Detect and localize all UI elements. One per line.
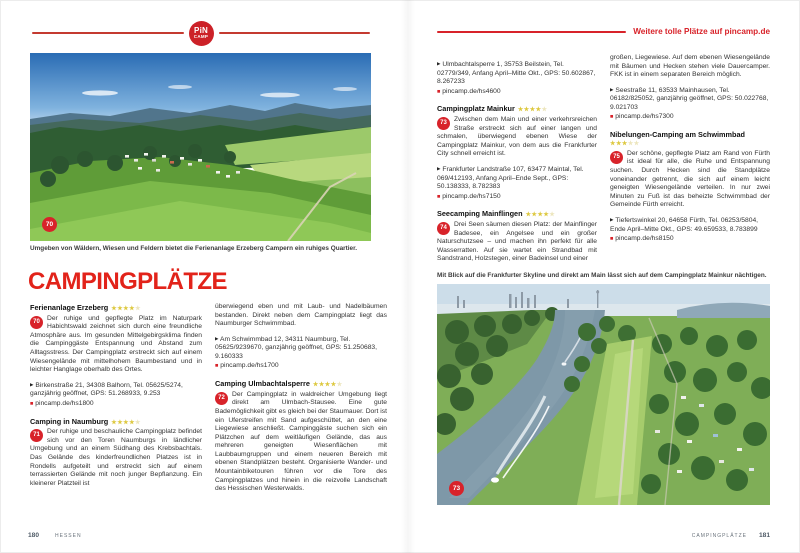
square-bullet-icon: ■ <box>610 114 614 121</box>
stars-full: ★★★★ <box>525 211 550 219</box>
stars-full: ★★★ <box>610 140 628 148</box>
stars-empty: ★ <box>541 106 548 114</box>
address-line: ▶ Seestraße 11, 63533 Mainhausen, Tel. 06182/825052, ganzjährig geöffnet, GPS: 50.022768, 9.021703 <box>610 86 769 111</box>
arrow-marker-icon: ▶ <box>437 165 441 171</box>
campsite-entry-title <box>610 130 770 148</box>
entry-number-badge: 70 <box>30 316 43 329</box>
arrow-marker-icon: ▶ <box>610 86 614 92</box>
entry-number-badge: 75 <box>610 151 623 164</box>
left-running-head: HESSEN <box>55 533 82 539</box>
stars-empty: ★★ <box>627 140 640 148</box>
header-rule-left <box>32 32 184 34</box>
left-column-2 <box>215 303 387 494</box>
entry-number-badge: 74 <box>437 222 450 235</box>
campsite-name: Camping Ulmbachtalsperre <box>215 379 310 389</box>
entry-description: 72 Der Campingplatz in waldreicher Umgebung liegt direkt am Ulmbach-Stausee. Eine gute Bademöglichkeit gibt es gleich bei der Staumauer. Dort ist ein Uferstreifen mit Sand aufgeschüttet, an den eine Liegewiese anschließt. Campinggäste suchen sich ein Plätzchen auf dem weitläufigen Gelände, das aus mehreren geneigten Wiesenflächen mit Laubbaumgruppen und einem neueren Bereich mit ebenen Standplätzen besteht. Organisierte Wander- und Mountainbiketouren führen vor die Tore des Campingplatzes und hinein in die reizvolle Landschaft des Hessischen Westerwalds. <box>215 390 387 493</box>
right-running-head: CAMPINGPLÄTZE <box>691 533 747 539</box>
campsite-aerial-photo <box>30 53 371 241</box>
left-text-columns <box>30 303 387 494</box>
arrow-marker-icon: ▶ <box>610 216 614 222</box>
right-page-header <box>437 27 770 36</box>
right-text-columns <box>437 54 770 264</box>
entry-number-badge: 73 <box>437 117 450 130</box>
website-link[interactable]: ■ pincamp.de/hs7150 <box>437 192 501 200</box>
star-rating <box>526 211 556 218</box>
entry-description: 74 Drei Seen säumen diesen Platz: der Mainflinger Badesee, ein Angelsee und ein großer Naturschutzsee – und machen ihn perfekt für alle Wasserratten. Auf sie wartet ein Strandbad mit Sandstrand, Holzstegen, einer Badeinsel und einer <box>437 221 597 263</box>
left-photo-caption: Umgeben von Wäldern, Wiesen und Feldern bietet die Ferienanlage Erzeberg Campern ein ruhiges Quartier. <box>30 245 358 252</box>
logo-text-top: PiN <box>194 25 208 35</box>
campsite-name: Ferienanlage Erzeberg <box>30 303 109 312</box>
arrow-marker-icon: ▶ <box>437 61 441 66</box>
stars-full: ★★★★ <box>111 418 136 426</box>
photo-number-badge: 73 <box>449 481 464 496</box>
right-page-footer <box>692 532 770 539</box>
left-page-footer <box>28 532 82 539</box>
campsite-name: Campingplatz Mainkur <box>437 104 515 114</box>
address-line: ▶ Frankfurter Landstraße 107, 63477 Maintal, Tel. 069/412193, Anfang April–Ende Sept., GPS: 50.138333, 8.782383 <box>437 165 584 191</box>
website-link[interactable]: ■ pincamp.de/hs1700 <box>215 362 279 370</box>
campsite-entry-title <box>437 209 597 219</box>
entry-description: großen, Liegewiese. Auf dem ebenen Wiesengelände mit Bäumen und Hecken stehen viele Dauercamper. FKK ist in einem separaten Bereich möglich. <box>610 54 770 79</box>
website-link[interactable]: ■ pincamp.de/hs8150 <box>610 235 674 243</box>
page-gutter <box>401 0 415 553</box>
stars-full: ★★★★ <box>312 381 337 389</box>
pincamp-logo-icon <box>189 21 214 46</box>
left-page-header <box>32 21 370 45</box>
address-line: ▶ Birkenstraße 21, 34308 Balhorn, Tel. 05625/5274, ganzjährig geöffnet, GPS: 51.268933, 9.253 <box>30 381 183 398</box>
right-column-2 <box>610 54 770 264</box>
stars-empty: ★ <box>135 305 142 312</box>
entry-description: 71 Der ruhige und beschauliche Campingplatz befindet sich vor den Toren Naumburgs in ländlicher Umgebung und an einem Südhang des Krebsbachtals. Das Gelände des kinderfreundlichen Platzes ist in Rondells aufgeteilt und erstreckt sich auf einem terrassierten Gelände mit noch junger Bepflanzung. Ein kleinerer Platzteil ist <box>30 428 202 487</box>
square-bullet-icon: ■ <box>437 88 441 95</box>
campsite-entry-title <box>30 303 202 313</box>
star-rating <box>111 419 141 426</box>
entry-description: 70 Der ruhige und gepflegte Platz im Naturpark Habichtswald zeichnet sich durch eine freundliche Atmosphäre aus. Im gesunden Mittelgebirgsklima finden die Campinggäste Entspannung und Abstand zum Alltagsstress. Der Campingplatz erstreckt sich auf einem Wiesengelände mit mittelhohem Baumbestand und in leichter Hanglage oberhalb des Ortes. <box>30 314 202 374</box>
header-rule-right <box>219 32 371 34</box>
right-header-label: Weitere tolle Plätze auf pincamp.de <box>633 27 770 36</box>
square-bullet-icon: ■ <box>610 236 614 243</box>
photo-number-badge: 70 <box>42 217 57 232</box>
campsite-entry-title <box>215 379 387 389</box>
website-link[interactable]: ■ pincamp.de/hs4600 <box>437 87 501 95</box>
star-rating <box>111 305 141 312</box>
square-bullet-icon: ■ <box>30 400 34 407</box>
address-line: ▶ Am Schwimmbad 12, 34311 Naumburg, Tel. 05625/9239670, ganzjährig geöffnet, GPS: 51.250683, 9.160333 <box>215 335 377 360</box>
square-bullet-icon: ■ <box>437 193 441 200</box>
right-photo-caption: Mit Blick auf die Frankfurter Skyline und direkt am Main lässt sich auf dem Campingplatz Mainkur nächtigen. <box>437 272 767 279</box>
campsite-name: Seecamping Mainflingen <box>437 209 523 219</box>
stars-full: ★★★★ <box>517 106 542 114</box>
campsite-entry-title <box>437 104 597 114</box>
left-column-1 <box>30 303 202 494</box>
campsite-photo-illustration <box>30 53 371 241</box>
stars-empty: ★ <box>135 418 141 426</box>
arrow-marker-icon: ▶ <box>215 335 219 341</box>
star-rating <box>518 106 548 113</box>
entry-number-badge: 72 <box>215 392 228 405</box>
stars-empty: ★ <box>336 381 343 389</box>
entry-description: 75 Der schöne, gepflegte Platz am Rand von Fürth ist ideal für alle, die Ruhe und Entspannung suchen. Durch Hecken sind die Standplätze voneinander getrennt, die sich auf einem leicht geneigten Wiesengelände verteilen. In nur zwei Minuten zu Fuß ist das beheizte Schwimmbad der Gemeinde Fürth erreicht. <box>610 149 770 209</box>
left-page-number: 180 <box>28 532 40 539</box>
right-header-rule <box>437 31 626 33</box>
logo-text-bottom: CAMP <box>193 33 209 39</box>
square-bullet-icon: ■ <box>215 363 219 370</box>
river-photo-illustration <box>437 284 770 505</box>
campsite-name: Nibelungen-Camping am Schwimmbad <box>610 130 746 140</box>
stars-full: ★★★★ <box>111 305 136 312</box>
arrow-marker-icon: ▶ <box>30 381 34 387</box>
right-page-number: 181 <box>758 532 770 539</box>
address-line: ▶ Ulmbachtalsperre 1, 35753 Beilstein, Tel. 02779/349, Anfang April–Mitte Okt., GPS: 50.602867, 8.267233 <box>437 61 596 86</box>
campsite-name: Camping in Naumburg <box>30 416 109 426</box>
right-column-1 <box>437 54 597 264</box>
campsite-entry-title <box>30 417 202 427</box>
star-rating <box>610 140 770 148</box>
entry-number-badge: 71 <box>30 429 43 442</box>
page-title: CAMPINGPLÄTZE <box>28 268 227 295</box>
address-line: ▶ Tiefertswinkel 20, 64658 Fürth, Tel. 06253/5804, Ende April–Mitte Okt., GPS: 49.659533, 8.783899 <box>610 216 759 233</box>
entry-description: 73 Zwischen dem Main und einer verkehrsreichen Straße erstreckt sich auf einer langen und schmalen, überwiegend ebenen Wiese der Campingplatz Mainkur, von dem aus die Frankfurter City schnell erreicht ist. <box>437 116 597 158</box>
entry-description: überwiegend eben und mit Laub- und Nadelbäumen bestanden. Direkt neben dem Campingplatz liegt das Naumburger Schwimmbad. <box>215 303 387 328</box>
website-link[interactable]: ■ pincamp.de/hs7300 <box>610 113 674 121</box>
website-link[interactable]: ■ pincamp.de/hs1800 <box>30 399 94 407</box>
stars-empty: ★ <box>549 211 556 219</box>
river-aerial-photo <box>437 284 770 505</box>
star-rating <box>313 381 343 388</box>
